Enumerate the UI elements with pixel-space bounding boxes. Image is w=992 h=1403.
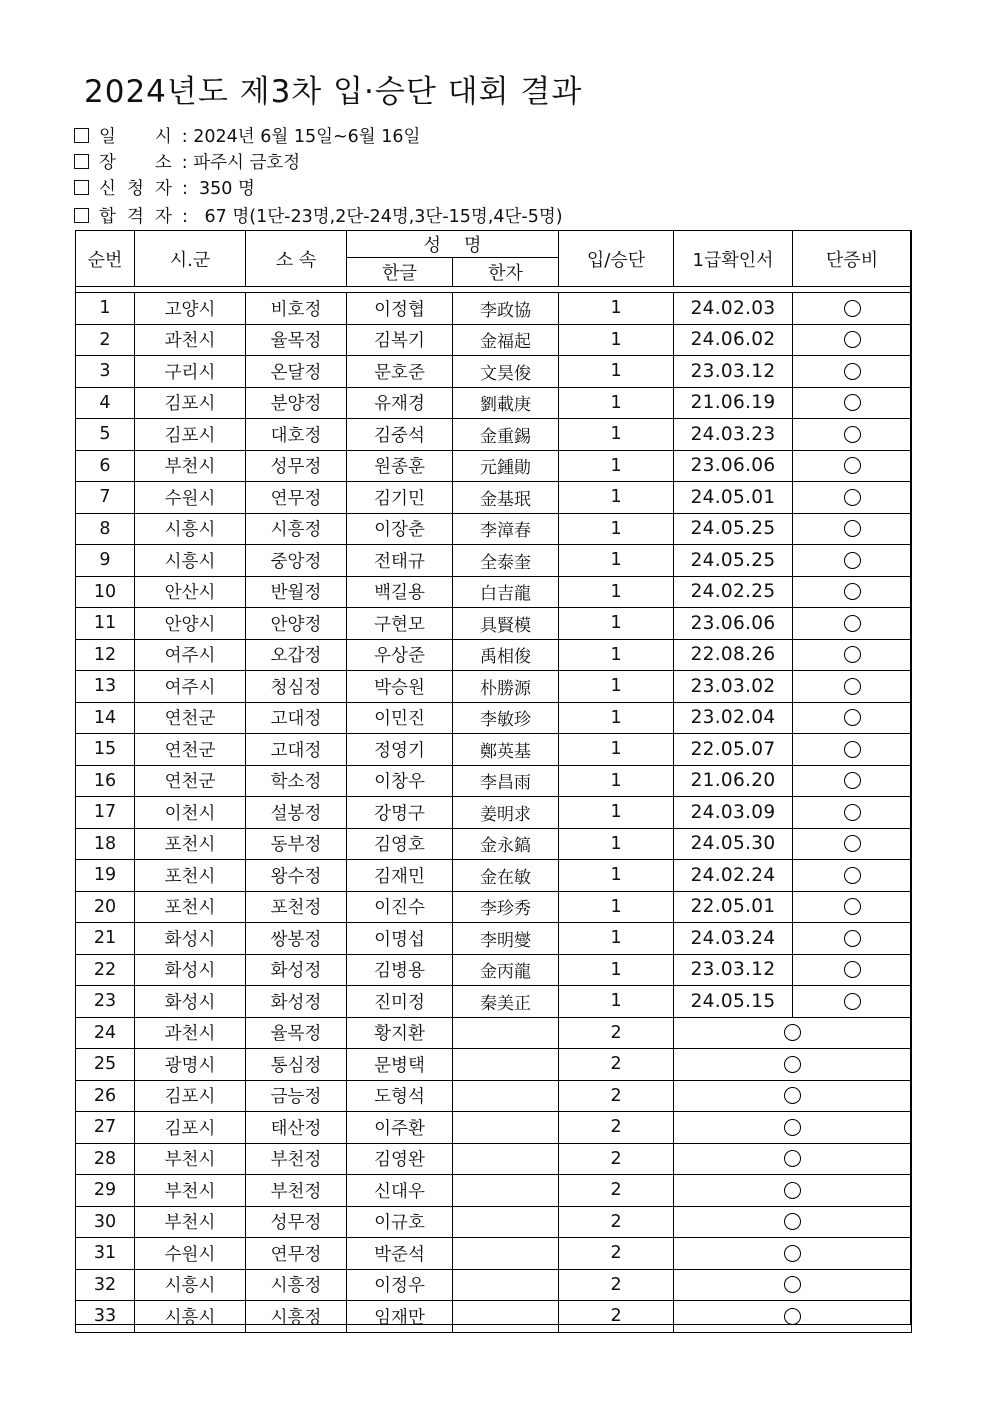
cell-club: 부천정 bbox=[246, 1175, 347, 1207]
cell-rank: 2 bbox=[559, 1238, 674, 1270]
cell-club: 중앙정 bbox=[246, 545, 347, 577]
cell-hanja: 金永鎬 bbox=[453, 828, 559, 860]
cell-hangul: 김재민 bbox=[347, 860, 453, 892]
cell-city: 과천시 bbox=[135, 1017, 246, 1049]
cell-hangul: 임재만 bbox=[347, 1301, 453, 1333]
cell-rank: 1 bbox=[559, 797, 674, 829]
cell-city: 여주시 bbox=[135, 639, 246, 671]
cell-rank: 1 bbox=[559, 828, 674, 860]
cell-no: 22 bbox=[76, 954, 135, 986]
cell-cert: 21.06.19 bbox=[674, 387, 793, 419]
cell-no: 32 bbox=[76, 1269, 135, 1301]
cell-hangul: 김복기 bbox=[347, 324, 453, 356]
cell-hangul: 유재경 bbox=[347, 387, 453, 419]
cell-club: 동부정 bbox=[246, 828, 347, 860]
cell-hanja: 李政協 bbox=[453, 293, 559, 325]
cell-hanja: 禹相俊 bbox=[453, 639, 559, 671]
cell-no: 3 bbox=[76, 356, 135, 388]
cell-club: 비호정 bbox=[246, 293, 347, 325]
cell-hanja: 李昌雨 bbox=[453, 765, 559, 797]
cell-city: 과천시 bbox=[135, 324, 246, 356]
cell-club: 청심정 bbox=[246, 671, 347, 703]
cell-hanja: 金基珉 bbox=[453, 482, 559, 514]
cell-hangul: 이정협 bbox=[347, 293, 453, 325]
cell-hangul: 신대우 bbox=[347, 1175, 453, 1207]
cell-city: 고양시 bbox=[135, 293, 246, 325]
cell-city: 안산시 bbox=[135, 576, 246, 608]
cell-hangul: 김중석 bbox=[347, 419, 453, 451]
cell-cert: 24.03.23 bbox=[674, 419, 793, 451]
cell-rank: 2 bbox=[559, 1049, 674, 1081]
cell-club: 태산정 bbox=[246, 1112, 347, 1144]
cell-hangul: 김기민 bbox=[347, 482, 453, 514]
header-club: 소 속 bbox=[246, 231, 347, 287]
info-line bbox=[74, 203, 563, 228]
cell-club: 율목정 bbox=[246, 1017, 347, 1049]
cell-city: 시흥시 bbox=[135, 513, 246, 545]
cell-cert: 22.08.26 bbox=[674, 639, 793, 671]
cell-club: 화성정 bbox=[246, 954, 347, 986]
cell-no: 28 bbox=[76, 1143, 135, 1175]
cell-no: 16 bbox=[76, 765, 135, 797]
cell-no: 8 bbox=[76, 513, 135, 545]
cell-club: 성무정 bbox=[246, 1206, 347, 1238]
cell-hangul: 이진수 bbox=[347, 891, 453, 923]
cell-rank: 1 bbox=[559, 513, 674, 545]
cell-hangul: 우상준 bbox=[347, 639, 453, 671]
cell-club: 통심정 bbox=[246, 1049, 347, 1081]
cell-rank: 2 bbox=[559, 1269, 674, 1301]
cell-no: 17 bbox=[76, 797, 135, 829]
cell-city: 김포시 bbox=[135, 387, 246, 419]
cell-club: 학소정 bbox=[246, 765, 347, 797]
cell-club: 시흥정 bbox=[246, 513, 347, 545]
cell-rank: 1 bbox=[559, 734, 674, 766]
cell-rank: 1 bbox=[559, 986, 674, 1018]
cell-hangul: 황지환 bbox=[347, 1017, 453, 1049]
cell-hangul: 이민진 bbox=[347, 702, 453, 734]
cell-no: 11 bbox=[76, 608, 135, 640]
page-title: 2024년도 제3차 입·승단 대회 결과 bbox=[84, 74, 583, 110]
cell-cert: 23.03.12 bbox=[674, 356, 793, 388]
cell-rank: 1 bbox=[559, 608, 674, 640]
cell-city: 광명시 bbox=[135, 1049, 246, 1081]
cell-club: 금능정 bbox=[246, 1080, 347, 1112]
cell-city: 시흥시 bbox=[135, 1269, 246, 1301]
cell-city: 김포시 bbox=[135, 1112, 246, 1144]
cell-hanja: 李明燮 bbox=[453, 923, 559, 955]
cell-rank: 1 bbox=[559, 954, 674, 986]
cell-rank: 1 bbox=[559, 293, 674, 325]
cell-rank: 1 bbox=[559, 860, 674, 892]
cell-city: 여주시 bbox=[135, 671, 246, 703]
table-frame bbox=[75, 230, 911, 1325]
cell-city: 부천시 bbox=[135, 450, 246, 482]
cell-cert: 23.02.04 bbox=[674, 702, 793, 734]
cell-hangul: 김병용 bbox=[347, 954, 453, 986]
cell-club: 연무정 bbox=[246, 482, 347, 514]
cell-rank: 1 bbox=[559, 450, 674, 482]
cell-hangul: 김영호 bbox=[347, 828, 453, 860]
cell-hangul: 이규호 bbox=[347, 1206, 453, 1238]
cell-no: 20 bbox=[76, 891, 135, 923]
cell-rank: 1 bbox=[559, 671, 674, 703]
cell-hangul: 박승원 bbox=[347, 671, 453, 703]
cell-no: 31 bbox=[76, 1238, 135, 1270]
cell-hangul: 문병택 bbox=[347, 1049, 453, 1081]
cell-hangul: 이장춘 bbox=[347, 513, 453, 545]
cell-cert: 24.03.09 bbox=[674, 797, 793, 829]
cell-hangul: 전태규 bbox=[347, 545, 453, 577]
cell-no: 33 bbox=[76, 1301, 135, 1333]
cell-cert: 22.05.01 bbox=[674, 891, 793, 923]
cell-city: 화성시 bbox=[135, 954, 246, 986]
cell-no: 9 bbox=[76, 545, 135, 577]
cell-hangul: 문호준 bbox=[347, 356, 453, 388]
cell-no: 12 bbox=[76, 639, 135, 671]
header-hanja: 한자 bbox=[453, 258, 559, 287]
cell-hanja: 金在敏 bbox=[453, 860, 559, 892]
cell-hangul: 이정우 bbox=[347, 1269, 453, 1301]
cell-club: 화성정 bbox=[246, 986, 347, 1018]
cell-cert: 24.06.02 bbox=[674, 324, 793, 356]
cell-city: 김포시 bbox=[135, 419, 246, 451]
header-hangul: 한글 bbox=[347, 258, 453, 287]
cell-hangul: 박준석 bbox=[347, 1238, 453, 1270]
cell-city: 부천시 bbox=[135, 1175, 246, 1207]
cell-rank: 2 bbox=[559, 1301, 674, 1333]
cell-city: 시흥시 bbox=[135, 1301, 246, 1333]
cell-hangul: 이주환 bbox=[347, 1112, 453, 1144]
cell-hangul: 강명구 bbox=[347, 797, 453, 829]
cell-rank: 2 bbox=[559, 1112, 674, 1144]
cell-no: 18 bbox=[76, 828, 135, 860]
header-city: 시.군 bbox=[135, 231, 246, 287]
cell-rank: 1 bbox=[559, 419, 674, 451]
cell-hanja: 鄭英基 bbox=[453, 734, 559, 766]
cell-cert: 24.05.15 bbox=[674, 986, 793, 1018]
cell-no: 10 bbox=[76, 576, 135, 608]
cell-city: 수원시 bbox=[135, 1238, 246, 1270]
info-value: : 파주시 금호정 bbox=[181, 153, 301, 173]
cell-no: 4 bbox=[76, 387, 135, 419]
cell-cert: 23.03.12 bbox=[674, 954, 793, 986]
cell-hangul: 정영기 bbox=[347, 734, 453, 766]
cell-club: 고대정 bbox=[246, 702, 347, 734]
cell-hanja: 元鍾勛 bbox=[453, 450, 559, 482]
cell-club: 쌍봉정 bbox=[246, 923, 347, 955]
header-name: 성 명 bbox=[347, 231, 559, 258]
cell-city: 구리시 bbox=[135, 356, 246, 388]
cell-hanja: 金福起 bbox=[453, 324, 559, 356]
cell-club: 부천정 bbox=[246, 1143, 347, 1175]
cell-hangul: 이명섭 bbox=[347, 923, 453, 955]
cell-cert: 23.06.06 bbox=[674, 450, 793, 482]
cell-club: 반월정 bbox=[246, 576, 347, 608]
cell-club: 왕수정 bbox=[246, 860, 347, 892]
info-line bbox=[74, 175, 255, 200]
cell-hangul: 원종훈 bbox=[347, 450, 453, 482]
cell-club: 설봉정 bbox=[246, 797, 347, 829]
cell-rank: 2 bbox=[559, 1080, 674, 1112]
cell-club: 성무정 bbox=[246, 450, 347, 482]
cell-hanja: 姜明求 bbox=[453, 797, 559, 829]
cell-city: 시흥시 bbox=[135, 545, 246, 577]
cell-hangul: 도형석 bbox=[347, 1080, 453, 1112]
cell-no: 6 bbox=[76, 450, 135, 482]
cell-cert: 24.03.24 bbox=[674, 923, 793, 955]
cell-cert: 24.05.25 bbox=[674, 513, 793, 545]
cell-no: 23 bbox=[76, 986, 135, 1018]
cell-cert: 23.03.02 bbox=[674, 671, 793, 703]
cell-club: 시흥정 bbox=[246, 1301, 347, 1333]
checkbox-icon bbox=[74, 128, 89, 143]
cell-cert: 22.05.07 bbox=[674, 734, 793, 766]
cell-no: 29 bbox=[76, 1175, 135, 1207]
cell-no: 5 bbox=[76, 419, 135, 451]
cell-rank: 1 bbox=[559, 923, 674, 955]
cell-no: 30 bbox=[76, 1206, 135, 1238]
cell-hanja: 秦美正 bbox=[453, 986, 559, 1018]
cell-hanja: 李漳春 bbox=[453, 513, 559, 545]
cell-rank: 1 bbox=[559, 891, 674, 923]
cell-rank: 1 bbox=[559, 576, 674, 608]
cell-city: 포천시 bbox=[135, 828, 246, 860]
cell-city: 연천군 bbox=[135, 765, 246, 797]
cell-club: 오갑정 bbox=[246, 639, 347, 671]
cell-no: 13 bbox=[76, 671, 135, 703]
cell-hanja: 劉載庚 bbox=[453, 387, 559, 419]
checkbox-icon bbox=[74, 180, 89, 195]
cell-rank: 2 bbox=[559, 1143, 674, 1175]
cell-hanja: 白吉龍 bbox=[453, 576, 559, 608]
info-line bbox=[74, 123, 420, 148]
header-no: 순번 bbox=[76, 231, 135, 287]
cell-city: 포천시 bbox=[135, 860, 246, 892]
cell-rank: 1 bbox=[559, 387, 674, 419]
cell-rank: 2 bbox=[559, 1206, 674, 1238]
cell-no: 27 bbox=[76, 1112, 135, 1144]
cell-club: 온달정 bbox=[246, 356, 347, 388]
cell-no: 15 bbox=[76, 734, 135, 766]
info-line bbox=[74, 149, 300, 174]
cell-club: 연무정 bbox=[246, 1238, 347, 1270]
cell-no: 26 bbox=[76, 1080, 135, 1112]
info-label: 합 격 자 bbox=[99, 207, 172, 227]
cell-no: 25 bbox=[76, 1049, 135, 1081]
cell-cert: 24.02.03 bbox=[674, 293, 793, 325]
cell-hanja: 全泰奎 bbox=[453, 545, 559, 577]
info-value: : 67 명(1단-23명,2단-24명,3단-15명,4단-5명) bbox=[181, 207, 563, 227]
cell-cert: 24.02.24 bbox=[674, 860, 793, 892]
header-rank: 입/승단 bbox=[559, 231, 674, 287]
cell-cert: 23.06.06 bbox=[674, 608, 793, 640]
cell-club: 포천정 bbox=[246, 891, 347, 923]
cell-club: 분양정 bbox=[246, 387, 347, 419]
cell-hanja: 金重錫 bbox=[453, 419, 559, 451]
cell-club: 안양정 bbox=[246, 608, 347, 640]
cell-city: 부천시 bbox=[135, 1206, 246, 1238]
cell-rank: 1 bbox=[559, 702, 674, 734]
cell-city: 화성시 bbox=[135, 986, 246, 1018]
cell-hangul: 이창우 bbox=[347, 765, 453, 797]
cell-hanja: 李珍秀 bbox=[453, 891, 559, 923]
cell-rank: 1 bbox=[559, 765, 674, 797]
cell-cert: 24.05.25 bbox=[674, 545, 793, 577]
cell-hanja: 朴勝源 bbox=[453, 671, 559, 703]
header-fee: 단증비 bbox=[793, 231, 912, 287]
cell-hangul: 김영완 bbox=[347, 1143, 453, 1175]
cell-city: 김포시 bbox=[135, 1080, 246, 1112]
cell-cert: 24.02.25 bbox=[674, 576, 793, 608]
cell-city: 연천군 bbox=[135, 702, 246, 734]
cell-no: 19 bbox=[76, 860, 135, 892]
cell-rank: 1 bbox=[559, 324, 674, 356]
info-label: 일 시 bbox=[99, 127, 172, 147]
info-label: 장 소 bbox=[99, 153, 172, 173]
cell-city: 연천군 bbox=[135, 734, 246, 766]
cell-hanja: 具賢模 bbox=[453, 608, 559, 640]
cell-no: 14 bbox=[76, 702, 135, 734]
cell-cert: 24.05.30 bbox=[674, 828, 793, 860]
cell-hangul: 백길용 bbox=[347, 576, 453, 608]
cell-city: 수원시 bbox=[135, 482, 246, 514]
cell-hangul: 진미정 bbox=[347, 986, 453, 1018]
cell-club: 대호정 bbox=[246, 419, 347, 451]
cell-club: 율목정 bbox=[246, 324, 347, 356]
cell-rank: 2 bbox=[559, 1017, 674, 1049]
cell-rank: 1 bbox=[559, 356, 674, 388]
checkbox-icon bbox=[74, 154, 89, 169]
cell-city: 포천시 bbox=[135, 891, 246, 923]
cell-hanja: 李敏珍 bbox=[453, 702, 559, 734]
cell-hanja: 文昊俊 bbox=[453, 356, 559, 388]
cell-club: 고대정 bbox=[246, 734, 347, 766]
cell-rank: 2 bbox=[559, 1175, 674, 1207]
info-value: : 2024년 6월 15일~6월 16일 bbox=[181, 127, 421, 147]
cell-city: 부천시 bbox=[135, 1143, 246, 1175]
cell-rank: 1 bbox=[559, 482, 674, 514]
cell-no: 24 bbox=[76, 1017, 135, 1049]
cell-no: 1 bbox=[76, 293, 135, 325]
cell-hangul: 구현모 bbox=[347, 608, 453, 640]
cell-no: 21 bbox=[76, 923, 135, 955]
info-label: 신 청 자 bbox=[99, 179, 172, 199]
cell-city: 안양시 bbox=[135, 608, 246, 640]
cell-hanja: 金丙龍 bbox=[453, 954, 559, 986]
header-cert: 1급확인서 bbox=[674, 231, 793, 287]
cell-no: 2 bbox=[76, 324, 135, 356]
cell-city: 화성시 bbox=[135, 923, 246, 955]
cell-cert: 21.06.20 bbox=[674, 765, 793, 797]
cell-no: 7 bbox=[76, 482, 135, 514]
checkbox-icon bbox=[74, 208, 89, 223]
info-value: : 350 명 bbox=[181, 179, 255, 199]
cell-club: 시흥정 bbox=[246, 1269, 347, 1301]
cell-rank: 1 bbox=[559, 639, 674, 671]
cell-rank: 1 bbox=[559, 545, 674, 577]
cell-cert: 24.05.01 bbox=[674, 482, 793, 514]
cell-city: 이천시 bbox=[135, 797, 246, 829]
